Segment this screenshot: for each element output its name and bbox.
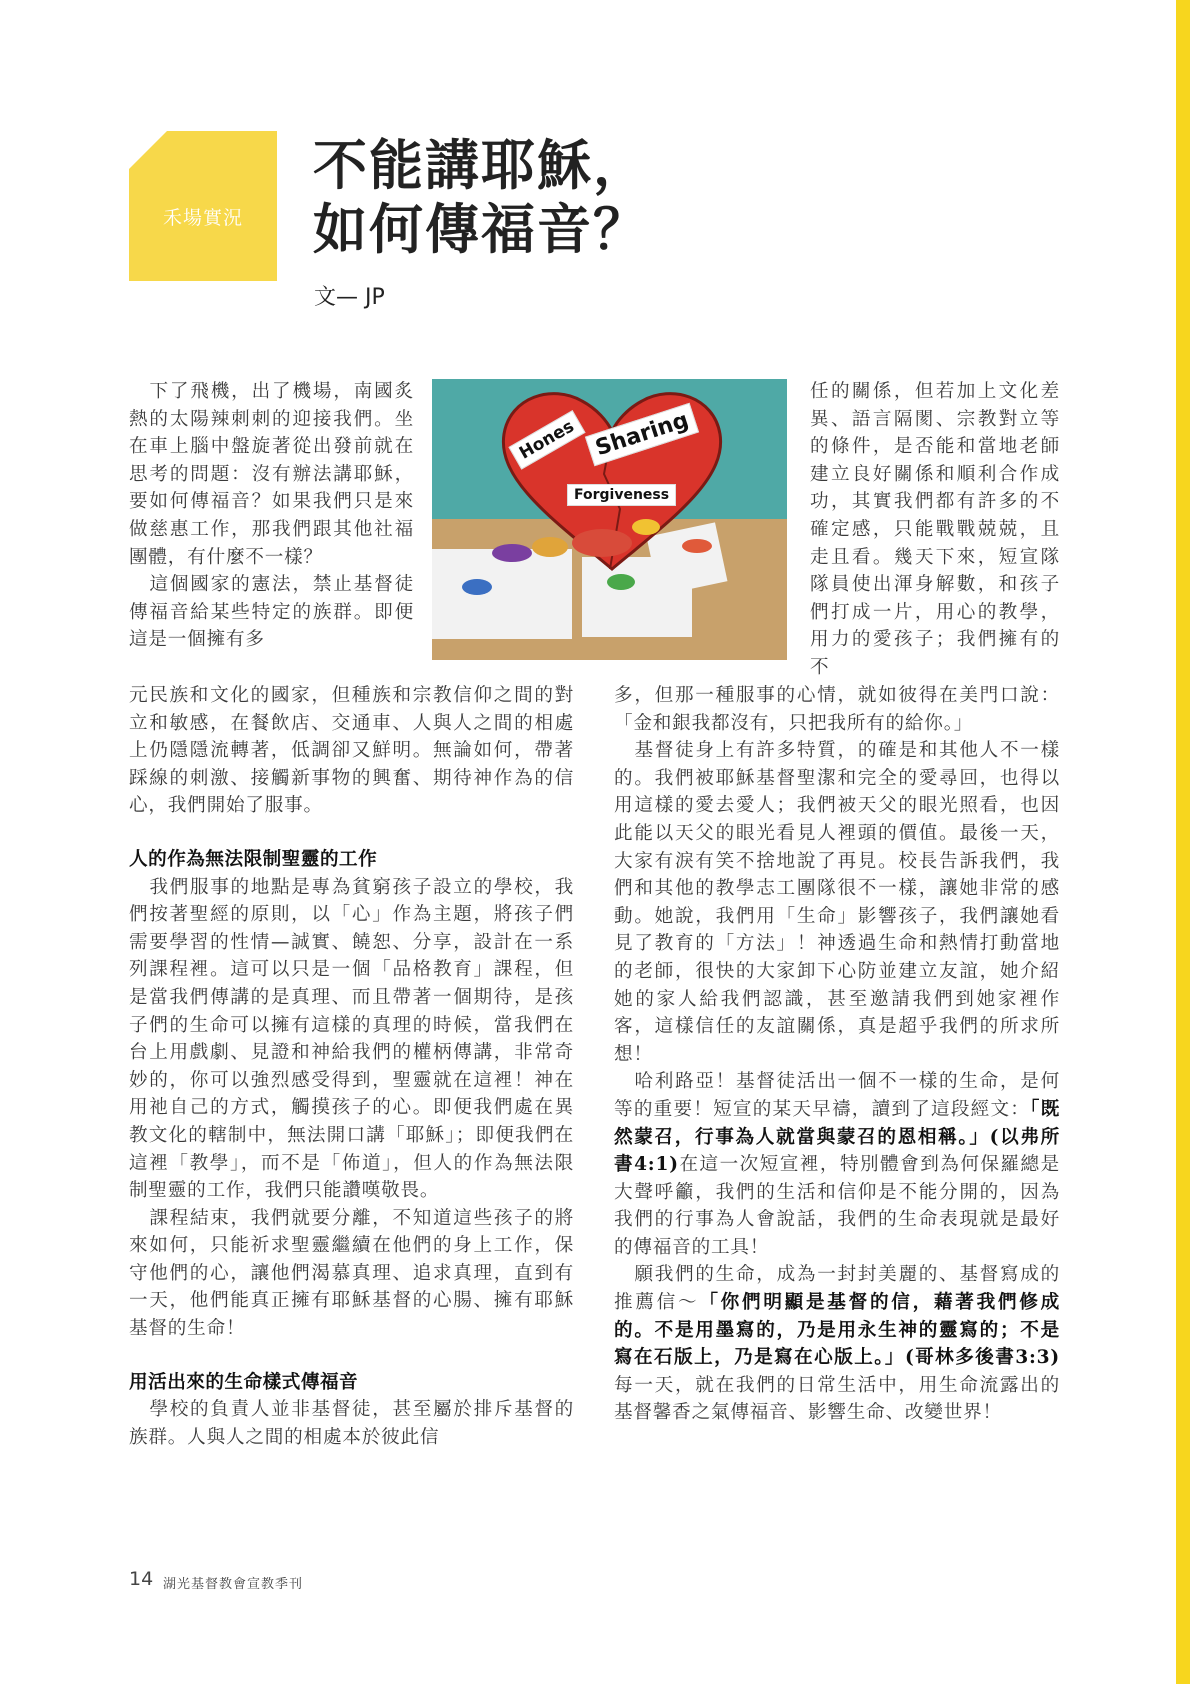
section-heading: 人的作為無法限制聖靈的工作: [129, 848, 378, 870]
paragraph: [614, 1068, 1060, 1261]
scripture-quote: 「既然蒙召，行事為人就當與蒙召的恩相稱。」(以弗所書4:1): [614, 1098, 1060, 1176]
paragraph: 課程結束，我們就要分離，不知道這些孩子的將來如何，只能祈求聖靈繼續在他們的身上工作，保守他們的心，讓他們渴慕真理、追求真理，直到有一天，他們能真正擁有耶穌基督的心腸、擁有耶穌基督的生命！: [129, 1207, 574, 1340]
left-column-top: [129, 378, 414, 654]
paragraph: 基督徒身上有許多特質，的確是和其他人不一樣的。我們被耶穌基督聖潔和完全的愛尋回，也得以用這樣的愛去愛人；我們被天父的眼光照看，也因此能以天父的眼光看見人裡頭的價值。最後一天，大家有淚有笑不捨地說了再見。校長告訴我們，我們和其他的教學志工團隊很不一樣，讓她非常的感動。她說，我們用「生命」影響孩子，我們讓她看見了教育的「方法」！神透過生命和熱情打動當地的老師，很快的大家卸下心防並建立友誼，她介紹她的家人給我們認識，甚至邀請我們到她家裡作客，這樣信任的友誼關係，真是超乎我們的所求所想！: [614, 740, 1060, 1065]
photo-label-sharing: Sharing: [585, 403, 699, 467]
article-photo: [432, 379, 787, 660]
page-edge-stripe: [1176, 0, 1190, 1684]
section-heading: 用活出來的生命樣式傳福音: [129, 1371, 359, 1393]
clay-piece: [607, 574, 635, 590]
paragraph: 學校的負責人並非基督徒，甚至屬於排斥基督的族群。人與人之間的相處本於彼此信: [129, 1399, 574, 1448]
article-title: [313, 134, 649, 262]
paragraph-text: 哈利路亞！基督徒活出一個不一樣的生命，是何等的重要！短宣的某天早禱，讀到了這段經文：: [614, 1071, 1060, 1120]
byline: 文— JP: [314, 285, 385, 310]
paragraph: 我們服事的地點是專為貧窮孩子設立的學校，我們按著聖經的原則，以「心」作為主題，將孩子們需要學習的性情—誠實、饒恕、分享，設計在一系列課程裡。這可以只是一個「品格教育」課程，但是當我們傳講的是真理、而且帶著一個期待，是孩子們的生命可以擁有這樣的真理的時候，當我們在台上用戲劇、見證和神給我們的權柄傳講，非常奇妙的，你可以強烈感受得到，聖靈就在這裡！神在用祂自己的方式，觸摸孩子的心。即便我們處在異教文化的轄制中，無法開口講「耶穌」；即便我們在這裡「教學」，而不是「佈道」，但人的作為無法限制聖靈的工作，我們只能讚嘆敬畏。: [129, 876, 574, 1202]
paragraph: 元民族和文化的國家，但種族和宗教信仰之間的對立和敏感，在餐飲店、交通車、人與人之間的相處上仍隱隱流轉著，低調卻又鮮明。無論如何，帶著踩線的刺激、接觸新事物的興奮、期待神作為的信心，我們開始了服事。: [129, 685, 574, 817]
clay-piece: [492, 544, 532, 562]
photo-label-honesty: Hones: [508, 410, 585, 469]
clay-piece: [532, 537, 568, 557]
paragraph-text: 每一天，就在我們的日常生活中，用生命流露出的基督馨香之氣傳福音、影響生命、改變世界！: [614, 1374, 1060, 1424]
right-column-body: [614, 682, 1060, 1427]
paragraph: [614, 1261, 1060, 1427]
clay-piece: [572, 529, 632, 557]
page-number: 14: [129, 1568, 154, 1590]
scripture-quote: 「你們明顯是基督的信，藉著我們修成的。不是用墨寫的，乃是用永生神的靈寫的；不是寫在石版上，乃是寫在心版上。」(哥林多後書3:3): [614, 1292, 1060, 1369]
clay-piece: [462, 579, 492, 595]
paragraph: 下了飛機，出了機場，南國炙熱的太陽辣刺刺的迎接我們。坐在車上腦中盤旋著從出發前就在思考的問題：沒有辦法講耶穌，要如何傳福音？如果我們只是來做慈惠工作，那我們跟其他社福團體，有什麼不一樣？: [129, 381, 414, 568]
paragraph-text: 願我們的生命，成為一封封美麗的、基督寫成的推薦信～: [614, 1264, 1060, 1314]
title-line-1: 不能講耶穌，: [313, 134, 649, 197]
paragraph: 這個國家的憲法，禁止基督徒傳福音給某些特定的族群。即便這是一個擁有多: [129, 574, 414, 651]
right-column-top: [810, 378, 1060, 682]
paragraph: 任的關係，但若加上文化差異、語言隔閡、宗教對立等的條件，是否能和當地老師建立良好關係和順利合作成功，其實我們都有許多的不確定感，只能戰戰兢兢，且走且看。幾天下來，短宣隊隊員使出渾身解數，和孩子們打成一片，用心的教學，用力的愛孩子；我們擁有的不: [810, 381, 1060, 678]
clay-piece: [682, 539, 712, 553]
left-column-body: [129, 682, 574, 1451]
paragraph-text: 在這一次短宣裡，特別體會到為何保羅總是大聲呼籲，我們的生活和信仰是不能分開的，因為我們的行事為人會說話，我們的生命表現就是最好的傳福音的工具！: [614, 1154, 1061, 1258]
clay-piece: [632, 519, 660, 535]
section-tag: 禾場實況: [162, 207, 243, 229]
photo-label-forgiveness: Forgiveness: [567, 484, 676, 506]
paragraph: 多，但那一種服事的心情，就如彼得在美門口說：「金和銀我都沒有，只把我所有的給你。」: [614, 685, 1060, 734]
publication-name: 湖光基督教會宣教季刊: [163, 1577, 304, 1592]
title-line-2: 如何傳福音？: [313, 198, 649, 261]
